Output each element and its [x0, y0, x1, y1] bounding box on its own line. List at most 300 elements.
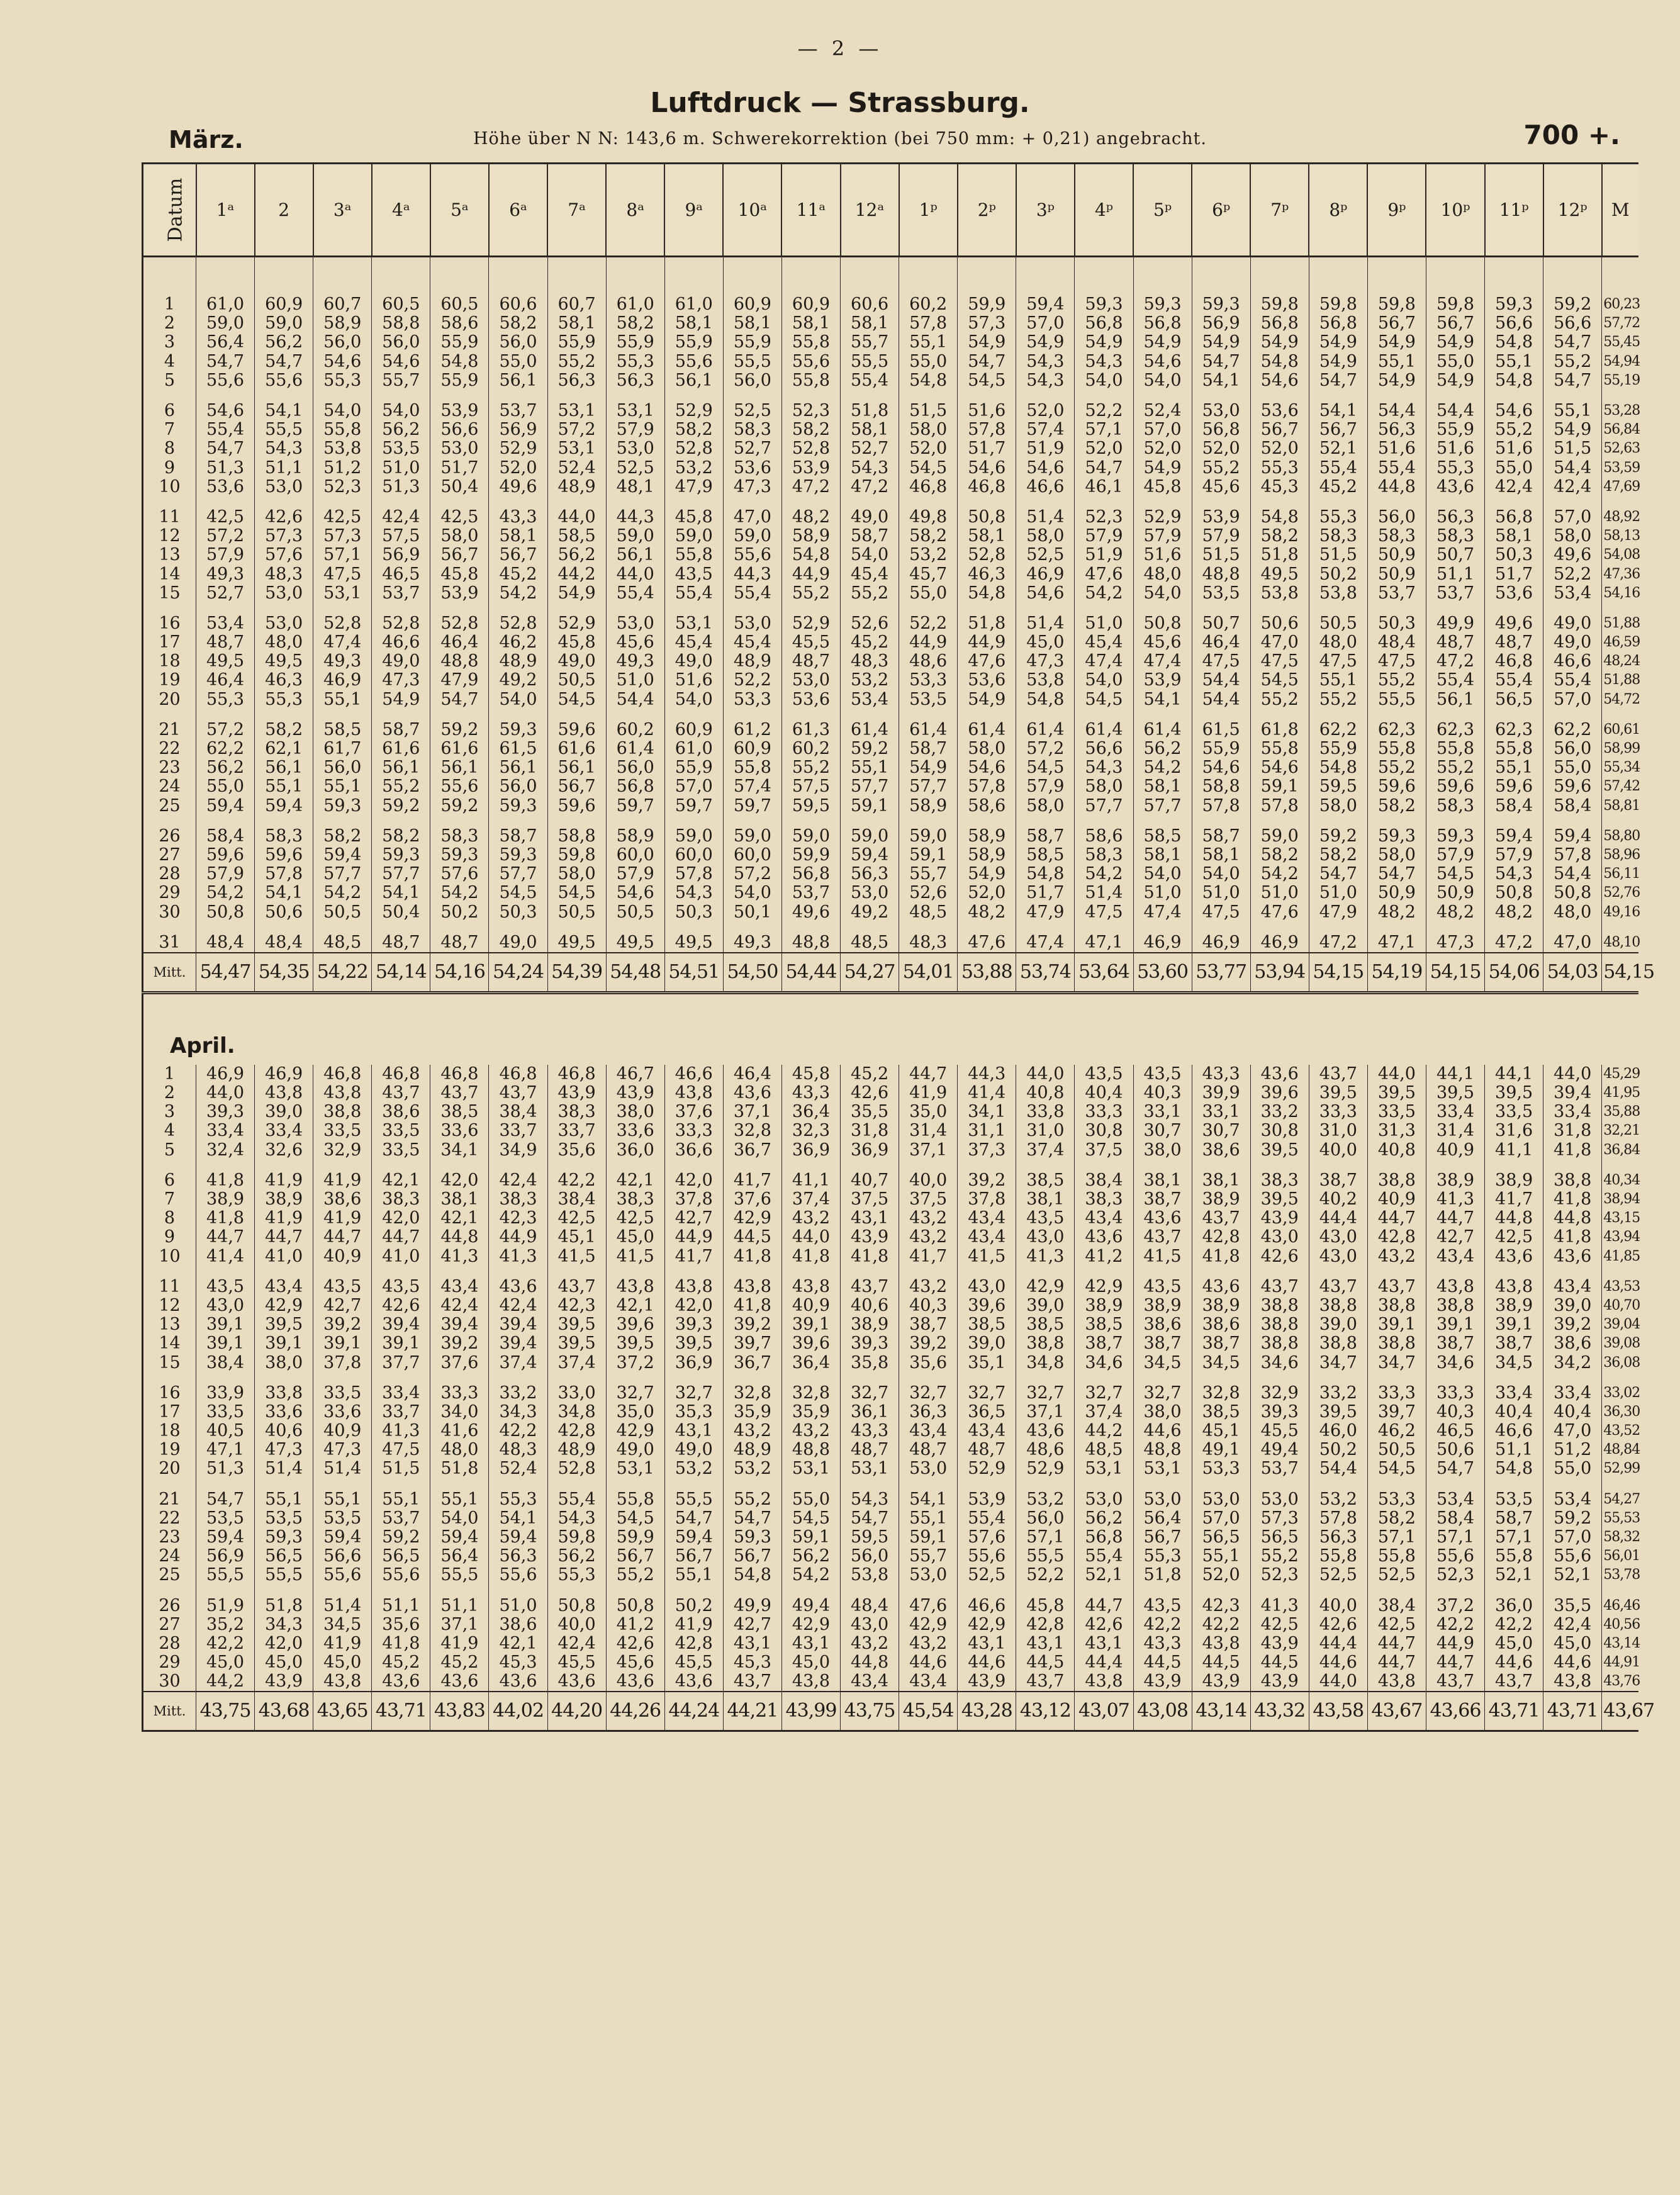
- spacer-cell: [1192, 257, 1250, 296]
- value-cell: 57,5: [372, 527, 430, 546]
- value-cell: 31,8: [841, 1121, 899, 1140]
- value-cell: 55,6: [781, 352, 840, 371]
- spacer-cell: [1543, 1585, 1602, 1597]
- value-cell: 59,3: [1367, 827, 1426, 846]
- value-cell: 53,2: [841, 671, 899, 690]
- value-cell: 42,5: [196, 508, 255, 527]
- value-cell: 43,7: [430, 1084, 489, 1103]
- value-cell: 32,7: [664, 1384, 723, 1403]
- value-cell: 45,5: [1250, 1422, 1309, 1440]
- value-cell: 45,8: [1016, 1597, 1075, 1615]
- value-cell: 59,2: [1309, 827, 1367, 846]
- value-cell: 55,3: [1426, 459, 1484, 478]
- value-cell: 58,8: [547, 827, 606, 846]
- value-cell: 37,5: [1075, 1141, 1133, 1160]
- group-gap: [143, 709, 1638, 721]
- value-cell: 44,0: [606, 564, 664, 583]
- value-cell: 41,9: [313, 1209, 372, 1228]
- value-cell: 60,6: [489, 295, 547, 314]
- value-cell: 37,8: [313, 1353, 372, 1372]
- value-cell: 48,4: [255, 933, 313, 953]
- value-cell: 56,4: [196, 333, 255, 352]
- value-cell: 55,0: [899, 584, 958, 603]
- value-cell: 50,8: [606, 1597, 664, 1615]
- value-cell: 50,8: [1485, 884, 1543, 902]
- value-cell: 53,0: [255, 614, 313, 633]
- value-cell: 55,2: [1250, 1547, 1309, 1566]
- mean-cell: 45,29: [1602, 1065, 1638, 1084]
- value-cell: 48,2: [781, 508, 840, 527]
- value-cell: 38,5: [1075, 1315, 1133, 1334]
- spacer-cell: [1250, 1373, 1309, 1384]
- day-cell: 11: [143, 508, 196, 527]
- value-cell: 58,2: [1367, 1509, 1426, 1528]
- value-cell: 47,2: [1485, 933, 1543, 953]
- value-cell: 58,5: [1016, 846, 1075, 865]
- value-cell: 59,0: [899, 827, 958, 846]
- spacer-cell: [313, 1266, 372, 1277]
- mitt-value: 43,71: [372, 1692, 430, 1731]
- day-cell: 11: [143, 1277, 196, 1296]
- value-cell: 43,9: [1250, 1634, 1309, 1653]
- value-cell: 54,9: [1309, 333, 1367, 352]
- spacer-cell: [781, 1160, 840, 1171]
- value-cell: 52,2: [723, 671, 781, 690]
- value-cell: 57,2: [196, 721, 255, 739]
- value-cell: 47,5: [1367, 652, 1426, 671]
- spacer-cell: [489, 1479, 547, 1490]
- value-cell: 41,8: [781, 1247, 840, 1266]
- table-row: [143, 1490, 1638, 1509]
- value-cell: 32,7: [841, 1384, 899, 1403]
- value-cell: 46,9: [196, 1065, 255, 1084]
- value-cell: 43,4: [430, 1277, 489, 1296]
- value-cell: 60,5: [430, 295, 489, 314]
- value-cell: 45,4: [664, 633, 723, 652]
- value-cell: 56,3: [547, 371, 606, 390]
- value-cell: 59,5: [1309, 777, 1367, 796]
- value-cell: 59,3: [489, 721, 547, 739]
- spacer-cell: [1367, 922, 1426, 933]
- value-cell: 55,1: [313, 1490, 372, 1509]
- value-cell: 58,2: [899, 527, 958, 546]
- mean-cell: 43,52: [1602, 1422, 1638, 1440]
- value-cell: 47,3: [255, 1440, 313, 1459]
- mean-cell: 52,63: [1602, 439, 1638, 458]
- value-cell: 57,6: [255, 546, 313, 564]
- value-cell: 48,2: [1485, 902, 1543, 921]
- value-cell: 39,3: [841, 1334, 899, 1353]
- value-cell: 58,1: [841, 314, 899, 333]
- day-cell: 25: [143, 797, 196, 816]
- value-cell: 60,7: [547, 295, 606, 314]
- mean-cell: 54,27: [1602, 1490, 1638, 1509]
- spacer-cell: [1485, 922, 1543, 933]
- value-cell: 61,0: [664, 295, 723, 314]
- value-cell: 42,8: [1367, 1228, 1426, 1247]
- value-cell: 43,8: [1192, 1634, 1250, 1653]
- spacer-cell: [1367, 1373, 1426, 1384]
- value-cell: 53,0: [841, 884, 899, 902]
- value-cell: 33,4: [196, 1121, 255, 1140]
- spacer-cell: [1309, 1479, 1367, 1490]
- spacer-cell: [1367, 257, 1426, 296]
- value-cell: 56,5: [1485, 690, 1543, 709]
- spacer-cell: [1016, 497, 1075, 508]
- value-cell: 61,7: [313, 739, 372, 758]
- value-cell: 41,0: [255, 1247, 313, 1266]
- header-hour: 3ᵃ: [313, 164, 372, 257]
- mean-cell: 56,84: [1602, 420, 1638, 439]
- value-cell: 45,0: [1543, 1634, 1602, 1653]
- value-cell: 43,6: [606, 1672, 664, 1692]
- value-cell: 49,3: [313, 652, 372, 671]
- table-row: [143, 652, 1638, 671]
- value-cell: 49,0: [664, 1440, 723, 1459]
- value-cell: 42,9: [255, 1296, 313, 1315]
- value-cell: 38,6: [1133, 1315, 1192, 1334]
- value-cell: 42,9: [781, 1615, 840, 1634]
- group-gap: [143, 1373, 1638, 1384]
- value-cell: 43,0: [841, 1615, 899, 1634]
- value-cell: 55,8: [723, 758, 781, 777]
- value-cell: 43,4: [255, 1277, 313, 1296]
- value-cell: 41,9: [430, 1634, 489, 1653]
- value-cell: 48,8: [781, 1440, 840, 1459]
- value-cell: 54,8: [899, 371, 958, 390]
- value-cell: 50,5: [547, 902, 606, 921]
- value-cell: 35,5: [1543, 1597, 1602, 1615]
- mitt-value: 45,54: [899, 1692, 958, 1731]
- value-cell: 53,5: [196, 1509, 255, 1528]
- value-cell: 50,2: [430, 902, 489, 921]
- value-cell: 55,9: [664, 333, 723, 352]
- value-cell: 59,2: [430, 721, 489, 739]
- value-cell: 48,8: [1192, 564, 1250, 583]
- header-hour: 9ᵃ: [664, 164, 723, 257]
- value-cell: 59,2: [372, 1528, 430, 1547]
- value-cell: 39,5: [1426, 1084, 1484, 1103]
- spacer-cell: [723, 1373, 781, 1384]
- value-cell: 35,0: [606, 1403, 664, 1422]
- value-cell: 48,0: [1543, 902, 1602, 921]
- day-cell: 24: [143, 1547, 196, 1566]
- value-cell: 50,5: [313, 902, 372, 921]
- mitt-value: 43,71: [1543, 1692, 1602, 1731]
- value-cell: 43,4: [958, 1209, 1016, 1228]
- value-cell: 41,8: [723, 1247, 781, 1266]
- value-cell: 55,0: [1426, 352, 1484, 371]
- value-cell: 56,8: [1133, 314, 1192, 333]
- value-cell: 56,7: [1133, 1528, 1192, 1547]
- value-cell: 48,5: [1075, 1440, 1133, 1459]
- value-cell: 41,0: [372, 1247, 430, 1266]
- spacer-cell: [1133, 390, 1192, 401]
- value-cell: 49,9: [1426, 614, 1484, 633]
- spacer-cell: [899, 1266, 958, 1277]
- value-cell: 46,4: [1192, 633, 1250, 652]
- value-cell: 56,7: [1426, 314, 1484, 333]
- value-cell: 56,3: [606, 371, 664, 390]
- value-cell: 34,2: [1543, 1353, 1602, 1372]
- value-cell: 36,6: [664, 1141, 723, 1160]
- value-cell: 40,5: [196, 1422, 255, 1440]
- mitt-mean: 54,15: [1602, 953, 1638, 993]
- value-cell: 59,0: [841, 827, 899, 846]
- value-cell: 38,3: [372, 1190, 430, 1209]
- value-cell: 43,9: [1192, 1672, 1250, 1692]
- value-cell: 50,2: [664, 1597, 723, 1615]
- spacer-cell: [255, 603, 313, 614]
- value-cell: 61,0: [664, 739, 723, 758]
- value-cell: 57,1: [1485, 1528, 1543, 1547]
- spacer-cell: [1485, 603, 1543, 614]
- value-cell: 55,1: [255, 1490, 313, 1509]
- spacer-cell: [1192, 1585, 1250, 1597]
- value-cell: 43,8: [664, 1084, 723, 1103]
- value-cell: 54,4: [1543, 459, 1602, 478]
- value-cell: 52,3: [1075, 508, 1133, 527]
- spacer-cell: [1133, 922, 1192, 933]
- value-cell: 37,6: [430, 1353, 489, 1372]
- value-cell: 32,7: [899, 1384, 958, 1403]
- value-cell: 45,5: [547, 1653, 606, 1672]
- table-row: [143, 333, 1638, 352]
- value-cell: 37,1: [723, 1103, 781, 1121]
- value-cell: 44,4: [1309, 1209, 1367, 1228]
- value-cell: 56,0: [313, 758, 372, 777]
- value-cell: 59,8: [1367, 295, 1426, 314]
- value-cell: 54,2: [313, 884, 372, 902]
- value-cell: 55,3: [1133, 1547, 1192, 1566]
- mean-cell: 54,08: [1602, 546, 1638, 564]
- header-hour: 6ᵖ: [1192, 164, 1250, 257]
- value-cell: 42,9: [958, 1615, 1016, 1634]
- value-cell: 47,6: [1075, 564, 1133, 583]
- day-cell: 16: [143, 614, 196, 633]
- value-cell: 55,2: [1485, 420, 1543, 439]
- group-gap: [143, 1160, 1638, 1171]
- value-cell: 58,8: [1192, 777, 1250, 796]
- spacer-cell: [196, 390, 255, 401]
- table-row: [143, 1247, 1638, 1266]
- day-cell: 29: [143, 1653, 196, 1672]
- value-cell: 54,5: [958, 371, 1016, 390]
- value-cell: 58,9: [781, 527, 840, 546]
- value-cell: 42,6: [606, 1634, 664, 1653]
- value-cell: 39,2: [430, 1334, 489, 1353]
- value-cell: 46,1: [1075, 478, 1133, 497]
- value-cell: 53,1: [547, 439, 606, 458]
- value-cell: 47,4: [1133, 902, 1192, 921]
- value-cell: 54,5: [781, 1509, 840, 1528]
- value-cell: 38,8: [1309, 1296, 1367, 1315]
- spacer-cell: [196, 257, 255, 296]
- value-cell: 55,6: [958, 1547, 1016, 1566]
- value-cell: 32,7: [1075, 1384, 1133, 1403]
- table-row: [143, 1509, 1638, 1528]
- value-cell: 58,9: [899, 797, 958, 816]
- header-date: [143, 164, 196, 257]
- value-cell: 48,7: [430, 933, 489, 953]
- spacer-cell: [781, 603, 840, 614]
- spacer-cell: [1485, 1266, 1543, 1277]
- spacer-cell: [664, 816, 723, 827]
- value-cell: 42,8: [1016, 1615, 1075, 1634]
- value-cell: 57,2: [1016, 739, 1075, 758]
- value-cell: 33,3: [430, 1384, 489, 1403]
- spacer-cell: [547, 257, 606, 296]
- value-cell: 53,0: [606, 614, 664, 633]
- value-cell: 47,2: [1426, 652, 1484, 671]
- value-cell: 54,2: [1075, 865, 1133, 884]
- value-cell: 59,6: [1367, 777, 1426, 796]
- value-cell: 56,0: [841, 1547, 899, 1566]
- day-cell: 4: [143, 1121, 196, 1140]
- value-cell: 34,9: [489, 1141, 547, 1160]
- value-cell: 45,2: [489, 564, 547, 583]
- mean-cell: 55,19: [1602, 371, 1638, 390]
- value-cell: 55,9: [1309, 739, 1367, 758]
- spacer-cell: [781, 1373, 840, 1384]
- value-cell: 54,7: [723, 1509, 781, 1528]
- spacer-cell: [781, 922, 840, 933]
- day-cell: 16: [143, 1384, 196, 1403]
- value-cell: 56,1: [372, 758, 430, 777]
- value-cell: 46,8: [489, 1065, 547, 1084]
- group-gap: [143, 922, 1638, 933]
- spacer-cell: [899, 816, 958, 827]
- value-cell: 41,4: [958, 1084, 1016, 1103]
- spacer-cell: [372, 603, 430, 614]
- value-cell: 41,1: [781, 1171, 840, 1190]
- spacer-cell: [1426, 1373, 1484, 1384]
- value-cell: 59,0: [723, 827, 781, 846]
- value-cell: 53,0: [255, 584, 313, 603]
- spacer-cell: [372, 816, 430, 827]
- value-cell: 43,8: [664, 1277, 723, 1296]
- value-cell: 59,3: [1426, 827, 1484, 846]
- header-hour: 2: [255, 164, 313, 257]
- value-cell: 61,4: [606, 739, 664, 758]
- table-row: [143, 1209, 1638, 1228]
- value-cell: 42,6: [255, 508, 313, 527]
- mean-cell: 36,30: [1602, 1403, 1638, 1422]
- value-cell: 58,0: [1367, 846, 1426, 865]
- value-cell: 59,0: [664, 527, 723, 546]
- value-cell: 60,9: [255, 295, 313, 314]
- value-cell: 34,6: [1075, 1353, 1133, 1372]
- value-cell: 38,5: [430, 1103, 489, 1121]
- value-cell: 43,8: [781, 1672, 840, 1692]
- day-cell: 8: [143, 439, 196, 458]
- value-cell: 55,6: [489, 1566, 547, 1585]
- value-cell: 38,9: [1192, 1190, 1250, 1209]
- value-cell: 54,1: [372, 884, 430, 902]
- value-cell: 57,4: [723, 777, 781, 796]
- value-cell: 39,1: [1485, 1315, 1543, 1334]
- value-cell: 56,3: [1426, 508, 1484, 527]
- spacer-cell: [1485, 1160, 1543, 1171]
- value-cell: 55,9: [664, 758, 723, 777]
- value-cell: 43,2: [899, 1634, 958, 1653]
- value-cell: 52,4: [1133, 401, 1192, 420]
- mean-cell: 48,10: [1602, 933, 1638, 953]
- mean-cell: 33,02: [1602, 1384, 1638, 1403]
- value-cell: 56,1: [430, 758, 489, 777]
- value-cell: 52,0: [958, 884, 1016, 902]
- value-cell: 59,3: [489, 846, 547, 865]
- value-cell: 56,7: [723, 1547, 781, 1566]
- mean-cell: 39,08: [1602, 1334, 1638, 1353]
- value-cell: 58,5: [313, 721, 372, 739]
- value-cell: 56,9: [196, 1547, 255, 1566]
- table-row: [143, 1084, 1638, 1103]
- mitt-value: 43,58: [1309, 1692, 1367, 1731]
- value-cell: 55,6: [372, 1566, 430, 1585]
- day-cell: 15: [143, 584, 196, 603]
- value-cell: 47,6: [958, 933, 1016, 953]
- header-hour: 12ᵃ: [841, 164, 899, 257]
- value-cell: 45,8: [1133, 478, 1192, 497]
- value-cell: 44,5: [1016, 1653, 1075, 1672]
- value-cell: 51,7: [430, 459, 489, 478]
- value-cell: 47,5: [1075, 902, 1133, 921]
- value-cell: 58,4: [196, 827, 255, 846]
- value-cell: 54,6: [313, 352, 372, 371]
- value-cell: 59,6: [255, 846, 313, 865]
- spacer-cell: [143, 816, 196, 827]
- value-cell: 53,8: [841, 1566, 899, 1585]
- value-cell: 51,1: [1485, 1440, 1543, 1459]
- value-cell: 48,3: [255, 564, 313, 583]
- value-cell: 31,3: [1367, 1121, 1426, 1140]
- value-cell: 56,9: [1192, 314, 1250, 333]
- spacer-cell: [841, 1479, 899, 1490]
- spacer-cell: [781, 1266, 840, 1277]
- value-cell: 55,4: [196, 420, 255, 439]
- value-cell: 58,6: [1075, 827, 1133, 846]
- value-cell: 55,3: [547, 1566, 606, 1585]
- value-cell: 51,3: [196, 1459, 255, 1478]
- value-cell: 41,7: [899, 1247, 958, 1266]
- header-hour: 10ᵃ: [723, 164, 781, 257]
- header-hour: 5ᵃ: [430, 164, 489, 257]
- value-cell: 51,6: [1426, 439, 1484, 458]
- value-cell: 42,5: [606, 1209, 664, 1228]
- value-cell: 59,3: [723, 1528, 781, 1547]
- value-cell: 33,4: [1485, 1384, 1543, 1403]
- value-cell: 40,3: [1133, 1084, 1192, 1103]
- value-cell: 53,5: [255, 1509, 313, 1528]
- value-cell: 40,8: [1367, 1141, 1426, 1160]
- value-cell: 53,1: [841, 1459, 899, 1478]
- value-cell: 37,4: [547, 1353, 606, 1372]
- value-cell: 53,5: [372, 439, 430, 458]
- value-cell: 59,8: [1309, 295, 1367, 314]
- value-cell: 56,8: [1485, 508, 1543, 527]
- value-cell: 55,1: [255, 777, 313, 796]
- value-cell: 56,2: [1133, 739, 1192, 758]
- value-cell: 54,9: [958, 690, 1016, 709]
- value-cell: 52,6: [899, 884, 958, 902]
- spacer-cell: [313, 816, 372, 827]
- spacer-cell: [606, 1479, 664, 1490]
- table-row: [143, 1615, 1638, 1634]
- month-separator: [143, 992, 1638, 1027]
- value-cell: 59,4: [1485, 827, 1543, 846]
- value-cell: 56,3: [841, 865, 899, 884]
